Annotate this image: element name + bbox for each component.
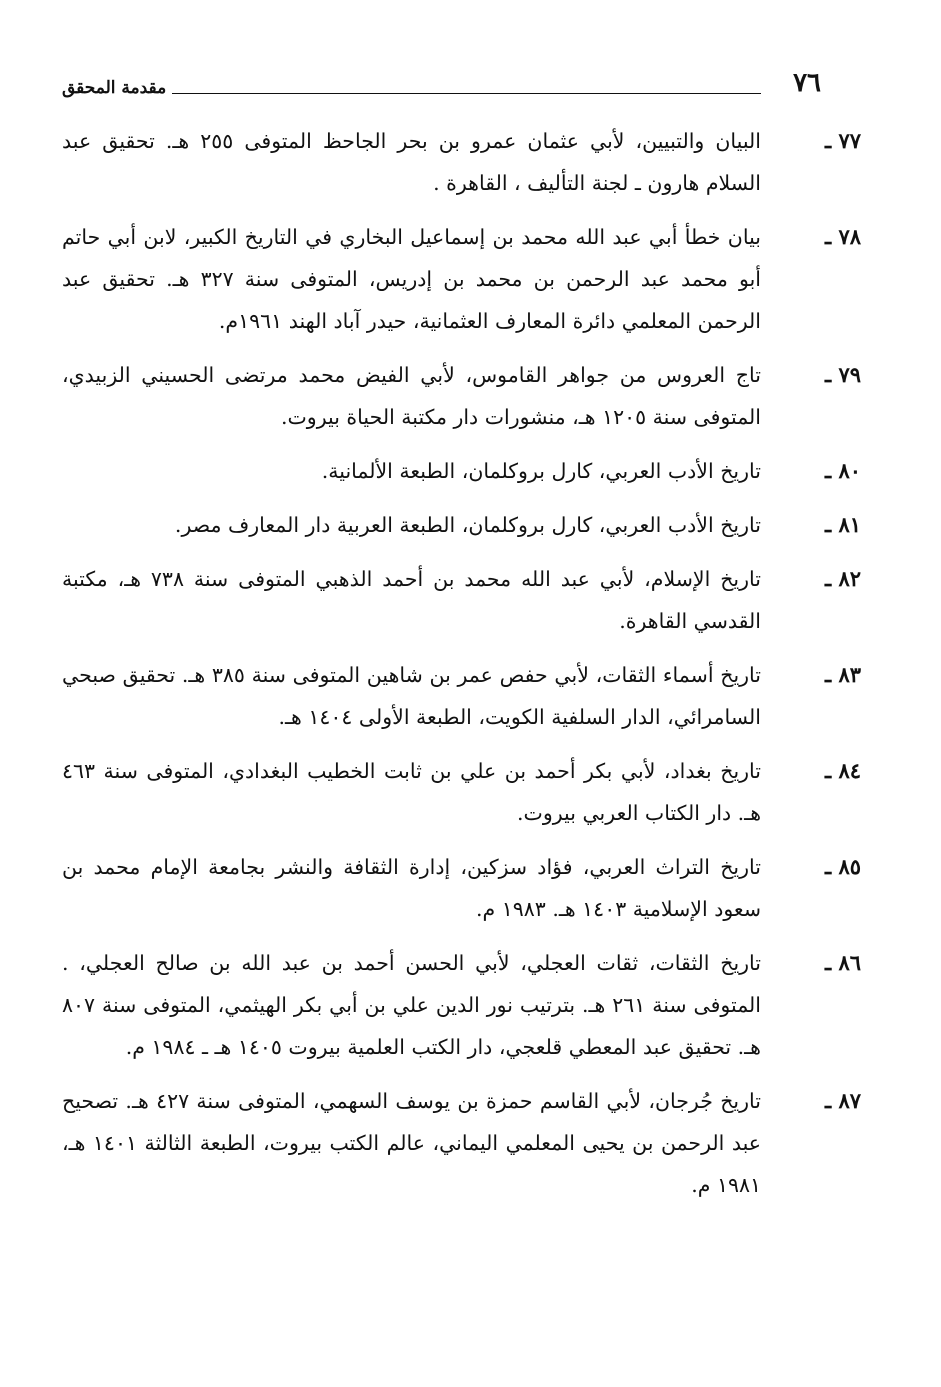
entry-text: تاريخ الأدب العربي، كارل بروكلمان، الطبعة العربية دار المعارف مصر.: [174, 513, 761, 537]
bibliography-entry: [62, 942, 861, 1068]
bibliography-entry: [62, 354, 861, 438]
bibliography-entry: [62, 750, 861, 834]
entry-number: ٧٧ ـ: [824, 128, 861, 153]
entry-number: ٨٧ ـ: [824, 1088, 861, 1113]
entry-text: البيان والتبيين، لأبي عثمان عمرو بن بحر الجاحظ المتوفى ٢٥٥ هـ. تحقيق عبد السلام هارون ـ لجنة التأليف ، القاهرة .: [62, 129, 761, 195]
entry-number: ٧٩ ـ: [824, 362, 861, 387]
entry-text: تاريخ الأدب العربي، كارل بروكلمان، الطبعة الألمانية.: [321, 459, 761, 483]
entry-number: ٨٦ ـ: [824, 950, 861, 975]
entry-text: تاريخ جُرجان، لأبي القاسم حمزة بن يوسف السهمي، المتوفى سنة ٤٢٧ هـ. تصحيح عبد الرحمن بن يحيى المعلمي اليماني، عالم الكتب بيروت، الطبعة الثالثة ١٤٠١ هـ، ١٩٨١ م.: [62, 1089, 761, 1197]
entry-number: ٨٤ ـ: [824, 758, 861, 783]
bibliography-entry: [62, 558, 861, 642]
entry-number: ٨٥ ـ: [824, 854, 861, 879]
entry-text: تاج العروس من جواهر القاموس، لأبي الفيض محمد مرتضى الحسيني الزبيدي، المتوفى سنة ١٢٠٥ هـ، منشورات دار مكتبة الحياة بيروت.: [62, 363, 761, 429]
bibliography-entry: [62, 504, 861, 546]
bibliography-entry: [62, 120, 861, 204]
entry-number: ٨٢ ـ: [824, 566, 861, 591]
page-number: ٧٦: [793, 68, 821, 98]
entry-text: بيان خطأ أبي عبد الله محمد بن إسماعيل البخاري في التاريخ الكبير، لابن أبي حاتم أبو محمد عبد الرحمن بن محمد بن إدريس، المتوفى سنة ٣٢٧ هـ. تحقيق عبد الرحمن المعلمي دائرة المعارف العثمانية، حيدر آباد الهند ١٩٦١م.: [62, 225, 761, 333]
bibliography-entry: [62, 654, 861, 738]
bibliography-entry: [62, 450, 861, 492]
bibliography-entry: [62, 216, 861, 342]
bibliography-entry: [62, 846, 861, 930]
page-header: [62, 60, 821, 102]
entry-text: تاريخ بغداد، لأبي بكر أحمد بن علي بن ثابت الخطيب البغدادي، المتوفى سنة ٤٦٣ هـ. دار الكتاب العربي بيروت.: [62, 759, 761, 825]
entry-number: ٨١ ـ: [824, 512, 861, 537]
entry-text: تاريخ الإسلام، لأبي عبد الله محمد بن أحمد الذهبي المتوفى سنة ٧٣٨ هـ، مكتبة القدسي القاهرة.: [62, 567, 761, 633]
entry-number: ٧٨ ـ: [824, 224, 861, 249]
header-rule: [172, 93, 761, 94]
entry-text: تاريخ أسماء الثقات، لأبي حفص عمر بن شاهين المتوفى سنة ٣٨٥ هـ. تحقيق صبحي السامرائي، الدار السلفية الكويت، الطبعة الأولى ١٤٠٤ هـ.: [62, 663, 761, 729]
running-title: مقدمة المحقق: [62, 78, 167, 98]
entry-number: ٨٠ ـ: [824, 458, 861, 483]
bibliography-entry: [62, 1080, 861, 1206]
entry-text: تاريخ التراث العربي، فؤاد سزكين، إدارة الثقافة والنشر بجامعة الإمام محمد بن سعود الإسلامية ١٤٠٣ هـ. ١٩٨٣ م.: [62, 855, 761, 921]
bibliography-list: [62, 120, 861, 1206]
entry-text: تاريخ الثقات، ثقات العجلي، لأبي الحسن أحمد بن عبد الله بن صالح العجلي، . المتوفى سنة ٢٦١ هـ. بترتيب نور الدين علي بن أبي بكر الهيثمي، المتوفى سنة ٨٠٧ هـ. تحقيق عبد المعطي قلعجي، دار الكتب العلمية بيروت ١٤٠٥ هـ ـ ١٩٨٤ م.: [62, 951, 761, 1059]
book-page: [62, 60, 861, 1347]
entry-number: ٨٣ ـ: [824, 662, 861, 687]
